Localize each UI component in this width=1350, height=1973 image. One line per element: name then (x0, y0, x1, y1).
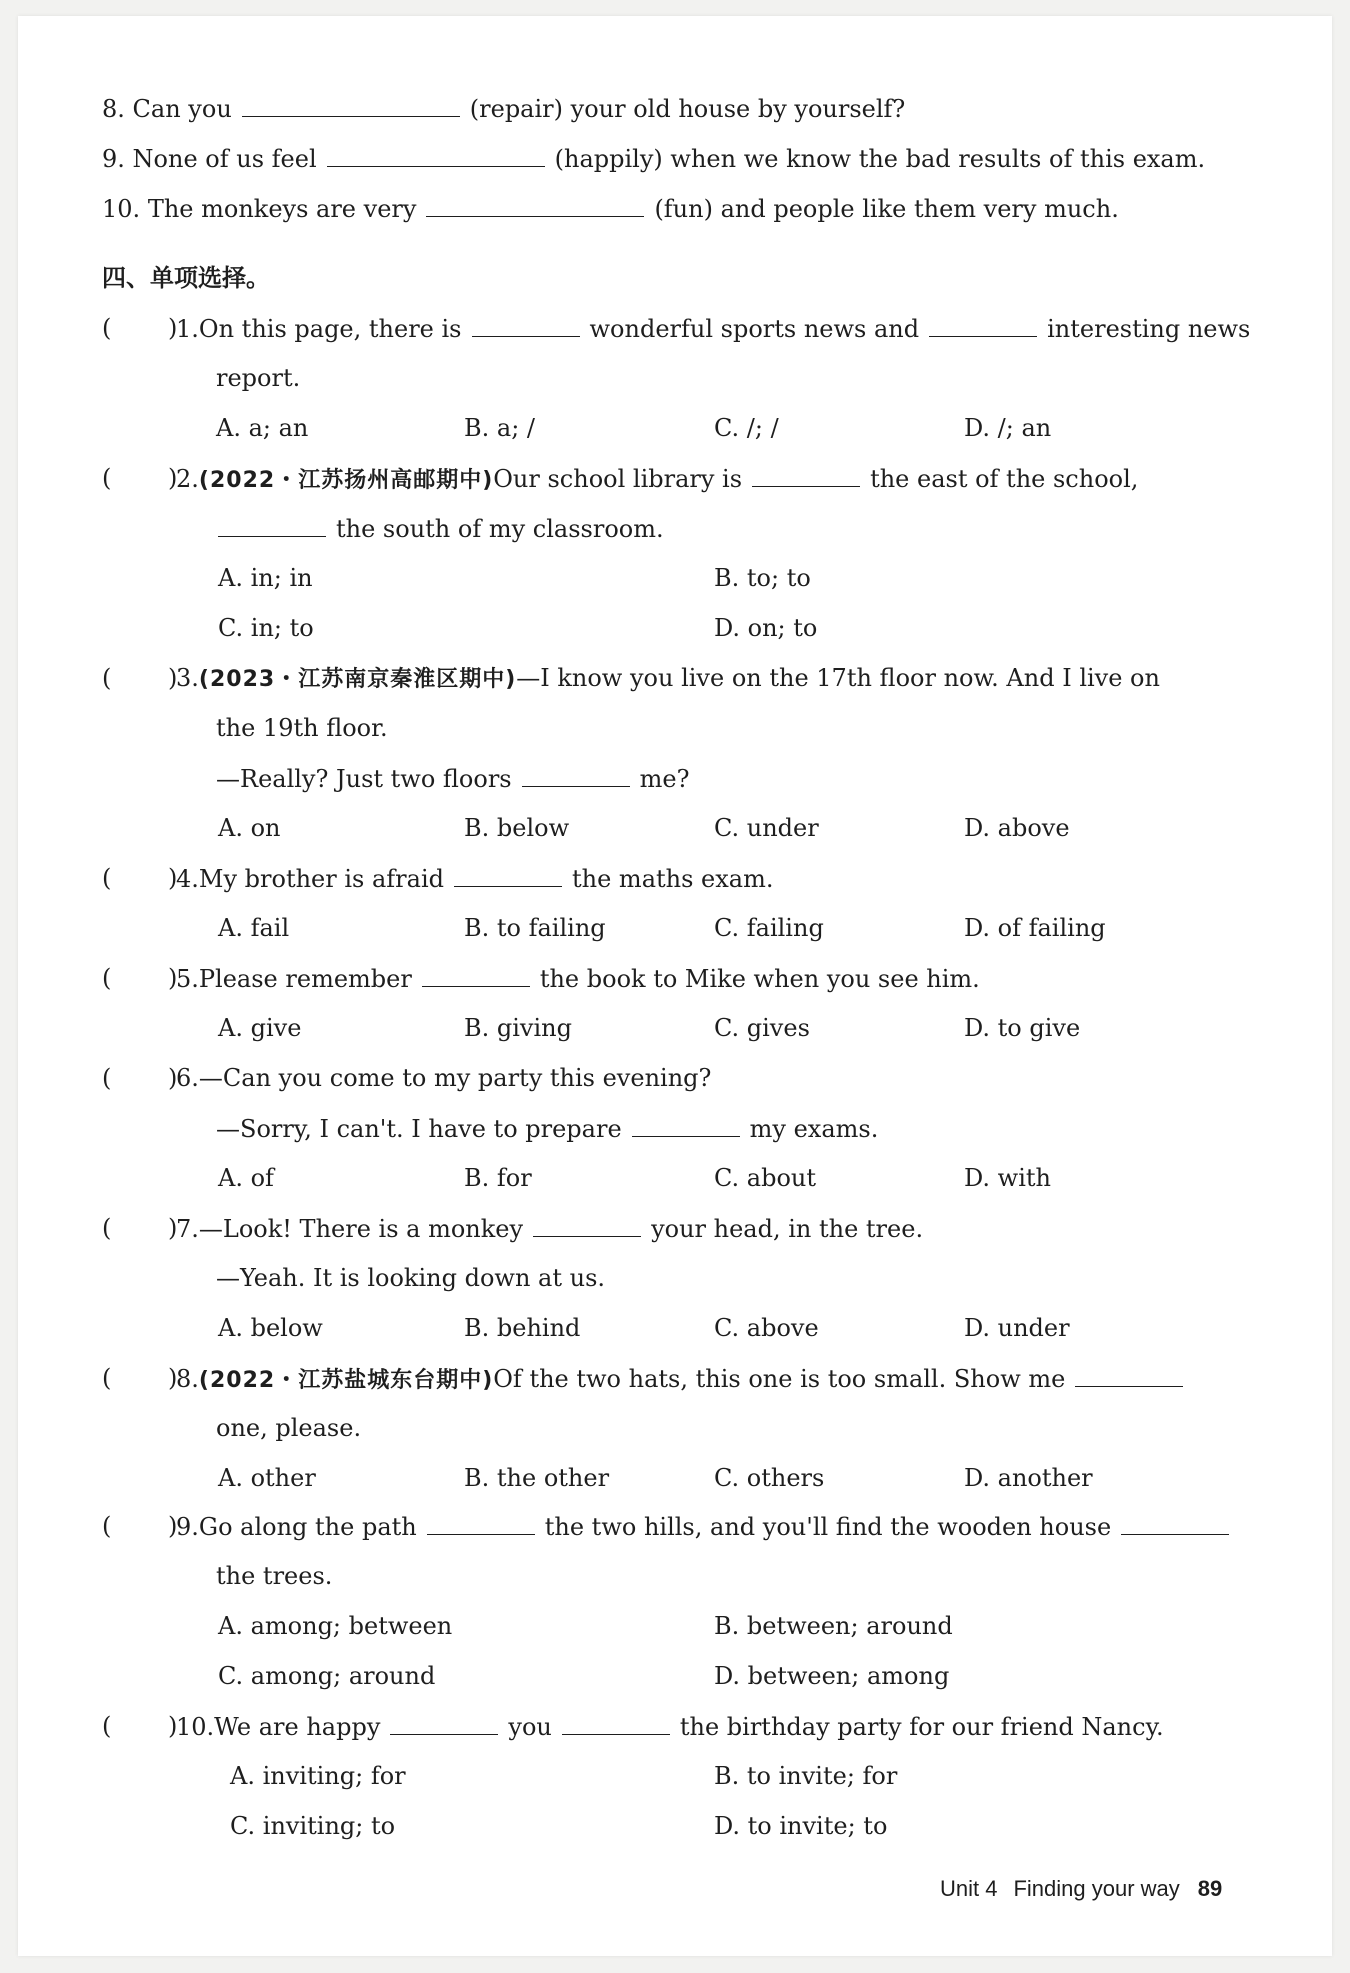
question-continuation: one, please. (216, 1414, 362, 1442)
option-b[interactable]: B. giving (464, 1014, 572, 1042)
option-c[interactable]: C. under (714, 814, 819, 842)
option-c[interactable]: C. inviting; to (230, 1812, 396, 1840)
answer-bracket-close: ) (168, 1712, 178, 1740)
question-text: 3.(2023・江苏南京秦淮区期中)—I know you live on the 17th floor now. And I live on (176, 664, 1160, 692)
option-b[interactable]: B. behind (464, 1314, 581, 1342)
page-footer (940, 1874, 1222, 1904)
options-row (102, 1162, 1262, 1212)
question-text: 7.—Look! There is a monkey your head, in the tree. (176, 1212, 923, 1245)
question-3 (102, 662, 1262, 862)
option-b[interactable]: B. below (464, 814, 570, 842)
option-c[interactable]: C. /; / (714, 414, 779, 442)
unit-label: Unit 4 (940, 1876, 998, 1901)
option-a[interactable]: A. inviting; for (230, 1762, 406, 1790)
answer-blank[interactable] (454, 862, 562, 887)
answer-blank[interactable] (533, 1212, 641, 1237)
answer-bracket[interactable]: ( (102, 314, 112, 342)
question-1 (102, 312, 1262, 462)
answer-bracket[interactable]: ( (102, 1214, 112, 1242)
option-b[interactable]: B. the other (464, 1464, 610, 1492)
option-c[interactable]: C. gives (714, 1014, 810, 1042)
answer-bracket-close: ) (168, 314, 178, 342)
question-dialogue: —Yeah. It is looking down at us. (216, 1264, 606, 1292)
options-row (102, 1810, 1262, 1860)
answer-bracket-close: ) (168, 864, 178, 892)
option-c[interactable]: C. failing (714, 914, 824, 942)
item-number: 10. (102, 195, 141, 223)
answer-blank[interactable] (1121, 1510, 1229, 1535)
question-source: (2022・江苏扬州高邮期中) (198, 468, 494, 493)
answer-blank[interactable] (426, 192, 644, 217)
question-text: 6.—Can you come to my party this evening? (176, 1064, 712, 1092)
question-10 (102, 1710, 1262, 1860)
fill-item-9 (102, 142, 1205, 175)
option-d[interactable]: D. between; among (714, 1662, 950, 1690)
answer-bracket-close: ) (168, 1364, 178, 1392)
answer-blank[interactable] (929, 312, 1037, 337)
question-dialogue: —Really? Just two floors me? (216, 762, 689, 795)
option-c[interactable]: C. in; to (218, 614, 314, 642)
question-2 (102, 462, 1262, 662)
option-a[interactable]: A. give (218, 1014, 302, 1042)
answer-blank[interactable] (1075, 1362, 1183, 1387)
option-d[interactable]: D. under (964, 1314, 1070, 1342)
answer-bracket[interactable]: ( (102, 1364, 112, 1392)
item-text: None of us feel (132, 145, 317, 173)
option-b[interactable]: B. for (464, 1164, 532, 1192)
option-b[interactable]: B. to failing (464, 914, 606, 942)
answer-blank[interactable] (242, 92, 460, 117)
option-a[interactable]: A. on (218, 814, 281, 842)
question-text: 1.On this page, there is wonderful sports news and interesting news (176, 312, 1250, 345)
answer-bracket[interactable]: ( (102, 464, 112, 492)
option-c[interactable]: C. among; around (218, 1662, 436, 1690)
option-d[interactable]: D. to invite; to (714, 1812, 888, 1840)
answer-bracket-close: ) (168, 964, 178, 992)
answer-bracket-close: ) (168, 464, 178, 492)
question-dialogue: —Sorry, I can't. I have to prepare my exams. (216, 1112, 878, 1145)
page-number: 89 (1197, 1876, 1223, 1901)
option-d[interactable]: D. above (964, 814, 1070, 842)
question-text: 2.(2022・江苏扬州高邮期中)Our school library is the east of the school, (176, 462, 1138, 497)
question-text: 9.Go along the path the two hills, and you'll find the wooden house (176, 1510, 1239, 1543)
options-row (102, 1610, 1262, 1660)
options-row (102, 912, 1262, 962)
fill-item-10 (102, 192, 1119, 225)
question-5 (102, 962, 1262, 1062)
answer-bracket-close: ) (168, 1214, 178, 1242)
option-a[interactable]: A. a; an (216, 414, 309, 442)
answer-bracket[interactable]: ( (102, 1712, 112, 1740)
question-9 (102, 1510, 1262, 1710)
answer-blank[interactable] (472, 312, 580, 337)
answer-bracket[interactable]: ( (102, 664, 112, 692)
option-a[interactable]: A. other (218, 1464, 316, 1492)
option-a[interactable]: A. in; in (218, 564, 313, 592)
answer-blank[interactable] (218, 512, 326, 537)
word-hint: (repair) (469, 95, 564, 123)
answer-blank[interactable] (390, 1710, 498, 1735)
option-c[interactable]: C. about (714, 1164, 816, 1192)
item-text: when we know the bad results of this exam. (670, 145, 1206, 173)
word-hint: (happily) (554, 145, 663, 173)
item-text: your old house by yourself? (570, 95, 906, 123)
answer-bracket-close: ) (168, 1512, 178, 1540)
answer-bracket[interactable]: ( (102, 864, 112, 892)
option-a[interactable]: A. of (218, 1164, 274, 1192)
options-row (102, 412, 1262, 462)
options-row (102, 1760, 1262, 1810)
options-row (102, 1462, 1262, 1512)
answer-bracket[interactable]: ( (102, 964, 112, 992)
answer-blank[interactable] (427, 1510, 535, 1535)
options-row (102, 1312, 1262, 1362)
options-row (102, 562, 1262, 612)
question-text: 10.We are happy you the birthday party for our friend Nancy. (176, 1710, 1164, 1743)
option-b[interactable]: B. to invite; for (714, 1762, 898, 1790)
answer-blank[interactable] (327, 142, 545, 167)
options-row (102, 612, 1262, 662)
answer-blank[interactable] (752, 462, 860, 487)
option-d[interactable]: D. on; to (714, 614, 818, 642)
option-c[interactable]: C. above (714, 1314, 819, 1342)
option-a[interactable]: A. among; between (218, 1612, 453, 1640)
question-source: (2023・江苏南京秦淮区期中) (198, 667, 517, 692)
options-row (102, 1012, 1262, 1062)
section-heading: 四、单项选择。 (102, 264, 270, 292)
question-6 (102, 1062, 1262, 1212)
item-text: and people like them very much. (720, 195, 1119, 223)
question-continuation: report. (216, 364, 301, 392)
unit-title: Finding your way (1013, 1876, 1180, 1901)
option-b[interactable]: B. between; around (714, 1612, 953, 1640)
options-row (102, 1660, 1262, 1710)
question-continuation: the 19th floor. (216, 714, 388, 742)
option-b[interactable]: B. to; to (714, 564, 811, 592)
question-text: 8.(2022・江苏盐城东台期中)Of the two hats, this one is too small. Show me (176, 1362, 1193, 1397)
item-text: The monkeys are very (147, 195, 417, 223)
word-hint: (fun) (654, 195, 713, 223)
question-7 (102, 1212, 1262, 1362)
question-4 (102, 862, 1262, 962)
question-continuation: the trees. (216, 1562, 333, 1590)
question-source: (2022・江苏盐城东台期中) (198, 1368, 494, 1393)
answer-blank[interactable] (422, 962, 530, 987)
option-d[interactable]: D. /; an (964, 414, 1052, 442)
option-d[interactable]: D. with (964, 1164, 1051, 1192)
question-text: 4.My brother is afraid the maths exam. (176, 862, 773, 895)
item-number: 8. (102, 95, 125, 123)
item-text: Can you (132, 95, 232, 123)
answer-bracket[interactable]: ( (102, 1512, 112, 1540)
option-d[interactable]: D. of failing (964, 914, 1106, 942)
options-row (102, 812, 1262, 862)
question-continuation: the south of my classroom. (216, 512, 664, 545)
option-d[interactable]: D. to give (964, 1014, 1081, 1042)
item-number: 9. (102, 145, 125, 173)
worksheet-page (18, 16, 1332, 1956)
answer-bracket-close: ) (168, 664, 178, 692)
answer-blank[interactable] (522, 762, 630, 787)
answer-blank[interactable] (632, 1112, 740, 1137)
option-a[interactable]: A. fail (218, 914, 290, 942)
fill-item-8 (102, 92, 905, 125)
question-8 (102, 1362, 1262, 1512)
answer-bracket[interactable]: ( (102, 1064, 112, 1092)
option-a[interactable]: A. below (218, 1314, 323, 1342)
option-c[interactable]: C. others (714, 1464, 825, 1492)
answer-bracket-close: ) (168, 1064, 178, 1092)
option-d[interactable]: D. another (964, 1464, 1093, 1492)
answer-blank[interactable] (562, 1710, 670, 1735)
question-text: 5.Please remember the book to Mike when you see him. (176, 962, 980, 995)
option-b[interactable]: B. a; / (464, 414, 536, 442)
